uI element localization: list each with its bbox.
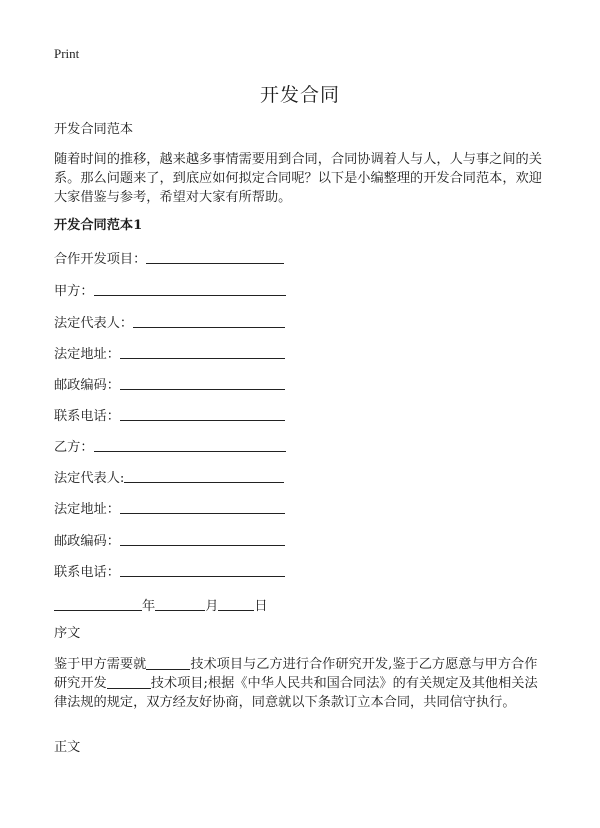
field-party-a-address: [54, 342, 285, 362]
print-link[interactable]: Print: [54, 46, 80, 61]
field-label: 乙方：: [54, 440, 94, 455]
field-party-a-phone: [54, 404, 285, 424]
day-blank: [218, 596, 254, 611]
field-party-a-representative: [54, 311, 285, 331]
preamble-text: 鉴于甲方需要就: [54, 657, 147, 672]
field-label: 法定代表人：: [54, 316, 134, 331]
preamble-text: 技术项目与乙方进行合作研究开发,鉴于乙方愿意与甲方合作研究开发: [54, 657, 538, 691]
field-label: 法定地址：: [54, 502, 120, 517]
field-party-b-address: [54, 497, 285, 517]
fill-in-blank: [94, 281, 286, 296]
field-party-a: [54, 279, 286, 299]
field-project: [54, 247, 284, 267]
field-label: 邮政编码：: [54, 534, 120, 549]
month-label: 月: [205, 599, 219, 614]
field-label: 甲方：: [54, 284, 94, 299]
body-heading: 正文: [54, 740, 81, 755]
intro-paragraph: 随着时间的推移，越来越多事情需要用到合同，合同协调着人与人，人与事之间的关系。那么问题来了，到底应如何拟定合同呢？以下是小编整理的开发合同范本，欢迎大家借鉴与参考，希望对大家有所帮助。: [54, 152, 542, 205]
fill-in-blank: [120, 344, 285, 359]
day-label: 日: [254, 599, 268, 614]
field-party-a-postcode: [54, 373, 285, 393]
field-label: 邮政编码：: [54, 378, 120, 393]
fill-in-blank: [133, 313, 285, 328]
field-party-b-postcode: [54, 529, 285, 549]
field-label: 合作开发项目：: [54, 252, 147, 267]
fill-in-blank: [120, 562, 285, 577]
field-label: 联系电话：: [54, 565, 120, 580]
fill-in-blank: [124, 468, 284, 483]
preamble-heading: 序文: [54, 626, 81, 641]
fill-in-blank: [120, 499, 285, 514]
year-label: 年: [142, 599, 156, 614]
fill-in-blank: [146, 249, 284, 264]
field-label: 联系电话：: [54, 409, 120, 424]
fill-in-blank: [120, 406, 285, 421]
fill-in-blank: [94, 437, 286, 452]
section-heading: 开发合同范本1: [54, 218, 143, 233]
inline-blank: [146, 656, 190, 670]
date-line: [54, 594, 268, 614]
preamble-paragraph: [54, 655, 549, 712]
document-title: 开发合同: [259, 84, 340, 106]
fill-in-blank: [120, 531, 285, 546]
field-label: 法定地址：: [54, 347, 120, 362]
month-blank: [155, 596, 205, 611]
fill-in-blank: [120, 375, 285, 390]
year-blank: [54, 596, 142, 611]
document-subtitle: 开发合同范本: [54, 122, 134, 137]
inline-blank: [107, 675, 151, 689]
preamble-text: 技术项目;根据《中华人民共和国合同法》的有关规定及其他相关法律法规的规定，双方经友好协商，同意就以下条款订立本合同，共同信守执行。: [54, 676, 538, 710]
field-label: 法定代表人:: [54, 471, 125, 486]
field-party-b-phone: [54, 560, 285, 580]
field-party-b: [54, 435, 286, 455]
field-party-b-representative: [54, 466, 284, 486]
